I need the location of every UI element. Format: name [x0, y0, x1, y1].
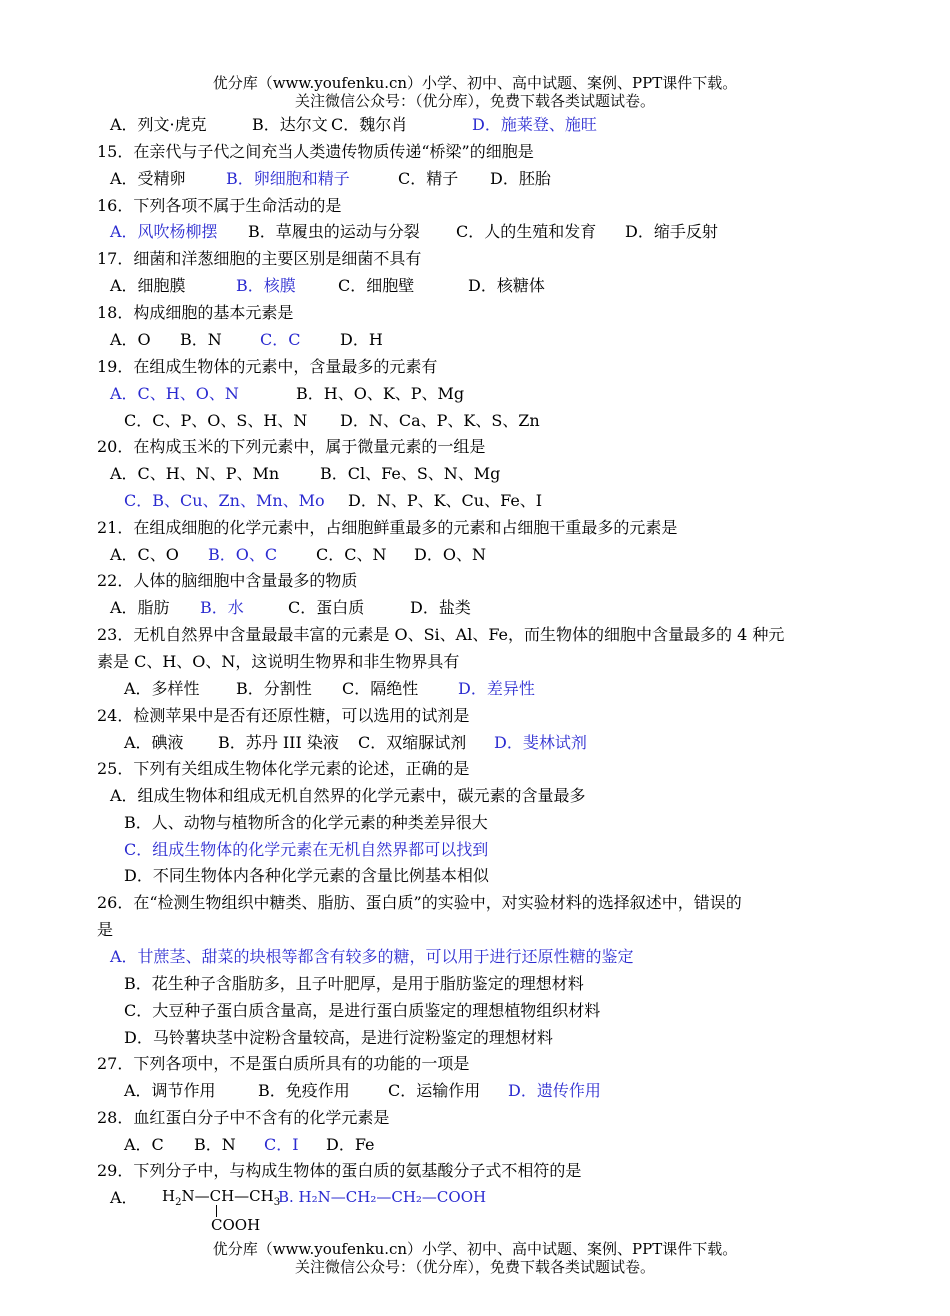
q17-option-a: A．细胞膜 — [110, 276, 186, 295]
q14-option-b: B．达尔文 — [252, 115, 328, 134]
q26-option-b: B．花生种子含脂肪多，且子叶肥厚，是用于脂肪鉴定的理想材料 — [124, 974, 584, 993]
q15-option-d: D．胚胎 — [490, 169, 551, 188]
q15-option-b: B．卵细胞和精子 — [226, 169, 350, 188]
q26-option-a: A．甘蔗茎、甜菜的块根等都含有较多的糖，可以用于进行还原性糖的鉴定 — [110, 947, 634, 966]
q27-option-a: A．调节作用 — [124, 1081, 216, 1100]
page-header-line-2: 关注微信公众号：（优分库），免费下载各类试题试卷。 — [294, 92, 655, 110]
q25-option-a: A．组成生物体和组成无机自然界的化学元素中，碳元素的含量最多 — [110, 786, 586, 805]
q16-option-b: B．草履虫的运动与分裂 — [248, 222, 420, 241]
q16-option-c: C．人的生殖和发育 — [456, 222, 597, 241]
question-23-stem-line-1: 23．无机自然界中含量最最丰富的元素是 O、Si、Al、Fe，而生物体的细胞中含量最多的 4 种元 — [97, 625, 785, 644]
q23-option-b: B．分割性 — [236, 679, 312, 698]
question-16-stem: 16．下列各项不属于生命活动的是 — [97, 196, 342, 215]
q20-option-b: B．Cl、Fe、S、N、Mg — [320, 464, 501, 483]
q18-option-b: B．N — [180, 330, 222, 349]
q29-a-formula-sub-3: 3 — [273, 1197, 281, 1208]
q17-option-b: B．核膜 — [236, 276, 296, 295]
q14-option-a: A．列文·虎克 — [110, 115, 207, 134]
question-18-stem: 18．构成细胞的基本元素是 — [97, 303, 294, 322]
q20-option-c: C．B、Cu、Zn、Mn、Mo — [124, 491, 325, 510]
q22-option-a: A．脂肪 — [110, 598, 170, 617]
q29-a-formula-h: H — [162, 1187, 176, 1205]
q24-option-c: C．双缩脲试剂 — [358, 733, 467, 752]
q24-option-d: D．斐林试剂 — [494, 733, 587, 752]
q29-option-a-label: A． — [110, 1188, 138, 1207]
question-15-stem: 15．在亲代与子代之间充当人类遗传物质传递“桥梁”的细胞是 — [97, 142, 534, 161]
q22-option-d: D．盐类 — [410, 598, 471, 617]
q28-option-c: C．I — [264, 1135, 299, 1154]
q23-option-a: A．多样性 — [124, 679, 200, 698]
page-footer-line-1: 优分库（www.youfenku.cn）小学、初中、高中试题、案例、PPT课件下载。 — [212, 1240, 738, 1258]
question-20-stem: 20．在构成玉米的下列元素中，属于微量元素的一组是 — [97, 437, 486, 456]
q29-a-formula-sub-2: 2 — [175, 1197, 182, 1208]
q24-option-a: A．碘液 — [124, 733, 184, 752]
q25-option-c: C．组成生物体的化学元素在无机自然界都可以找到 — [124, 840, 489, 859]
q18-option-c: C．C — [260, 330, 301, 349]
q26-option-c: C．大豆种子蛋白质含量高，是进行蛋白质鉴定的理想植物组织材料 — [124, 1001, 601, 1020]
q23-option-c: C．隔绝性 — [342, 679, 419, 698]
q27-option-c: C．运输作用 — [388, 1081, 481, 1100]
question-25-stem: 25．下列有关组成生物体化学元素的论述，正确的是 — [97, 759, 470, 778]
question-19-stem: 19．在组成生物体的元素中，含量最多的元素有 — [97, 357, 438, 376]
q27-option-b: B．免疫作用 — [258, 1081, 350, 1100]
q18-option-d: D．H — [340, 330, 383, 349]
question-24-stem: 24．检测苹果中是否有还原性糖，可以选用的试剂是 — [97, 706, 470, 725]
q21-option-c: C．C、N — [316, 545, 387, 564]
q22-option-b: B．水 — [200, 598, 244, 617]
question-23-stem-line-2: 素是 C、H、O、N，这说明生物界和非生物界具有 — [97, 652, 460, 671]
q17-option-c: C．细胞壁 — [338, 276, 415, 295]
question-21-stem: 21．在组成细胞的化学元素中，占细胞鲜重最多的元素和占细胞干重最多的元素是 — [97, 518, 678, 537]
q29-option-a-cooh: COOH — [211, 1216, 261, 1234]
question-29-stem: 29．下列分子中，与构成生物体的蛋白质的氨基酸分子式不相符的是 — [97, 1161, 582, 1180]
q19-option-d: D．N、Ca、P、K、S、Zn — [340, 411, 540, 430]
q19-option-b: B．H、O、K、P、Mg — [296, 384, 465, 403]
q15-option-c: C．精子 — [398, 169, 459, 188]
q15-option-a: A．受精卵 — [110, 169, 186, 188]
page-footer-line-2: 关注微信公众号：（优分库），免费下载各类试题试卷。 — [294, 1258, 655, 1276]
q20-option-a: A．C、H、N、P、Mn — [110, 464, 280, 483]
q20-option-d: D．N、P、K、Cu、Fe、I — [348, 491, 543, 510]
q14-option-c: C．魏尔肖 — [331, 115, 408, 134]
q23-option-d: D．差异性 — [458, 679, 535, 698]
q29-a-formula-chain: N—CH—CH — [181, 1187, 274, 1205]
q25-option-d: D．不同生物体内各种化学元素的含量比例基本相似 — [124, 866, 489, 885]
page-header-line-1: 优分库（www.youfenku.cn）小学、初中、高中试题、案例、PPT课件下载。 — [212, 74, 738, 92]
q29-option-a-formula — [162, 1187, 280, 1212]
q22-option-c: C．蛋白质 — [288, 598, 365, 617]
q19-option-c: C．C、P、O、S、H、N — [124, 411, 308, 430]
q28-option-d: D．Fe — [326, 1135, 375, 1154]
q24-option-b: B．苏丹 III 染液 — [218, 733, 339, 752]
q16-option-d: D．缩手反射 — [625, 222, 718, 241]
question-22-stem: 22．人体的脑细胞中含量最多的物质 — [97, 571, 358, 590]
q26-option-d: D．马铃薯块茎中淀粉含量较高，是进行淀粉鉴定的理想材料 — [124, 1028, 553, 1047]
q21-option-a: A．C、O — [110, 545, 179, 564]
q14-option-d: D．施莱登、施旺 — [472, 115, 597, 134]
q19-option-a: A．C、H、O、N — [110, 384, 239, 403]
question-17-stem: 17．细菌和洋葱细胞的主要区别是细菌不具有 — [97, 249, 422, 268]
question-27-stem: 27．下列各项中，不是蛋白质所具有的功能的一项是 — [97, 1054, 470, 1073]
q25-option-b: B．人、动物与植物所含的化学元素的种类差异很大 — [124, 813, 488, 832]
q16-option-a: A．风吹杨柳摆 — [110, 222, 218, 241]
q21-option-d: D．O、N — [414, 545, 486, 564]
question-26-stem-line-2: 是 — [97, 920, 114, 939]
q18-option-a: A．O — [110, 330, 151, 349]
q21-option-b: B．O、C — [208, 545, 278, 564]
q28-option-b: B．N — [194, 1135, 236, 1154]
q17-option-d: D．核糖体 — [468, 276, 545, 295]
q28-option-a: A．C — [124, 1135, 164, 1154]
q29-option-b: B. H₂N—CH₂—CH₂—COOH — [278, 1188, 487, 1206]
q27-option-d: D．遗传作用 — [508, 1081, 601, 1100]
question-26-stem-line-1: 26．在“检测生物组织中糖类、脂肪、蛋白质”的实验中，对实验材料的选择叙述中，错误的 — [97, 893, 742, 912]
question-28-stem: 28．血红蛋白分子中不含有的化学元素是 — [97, 1108, 390, 1127]
